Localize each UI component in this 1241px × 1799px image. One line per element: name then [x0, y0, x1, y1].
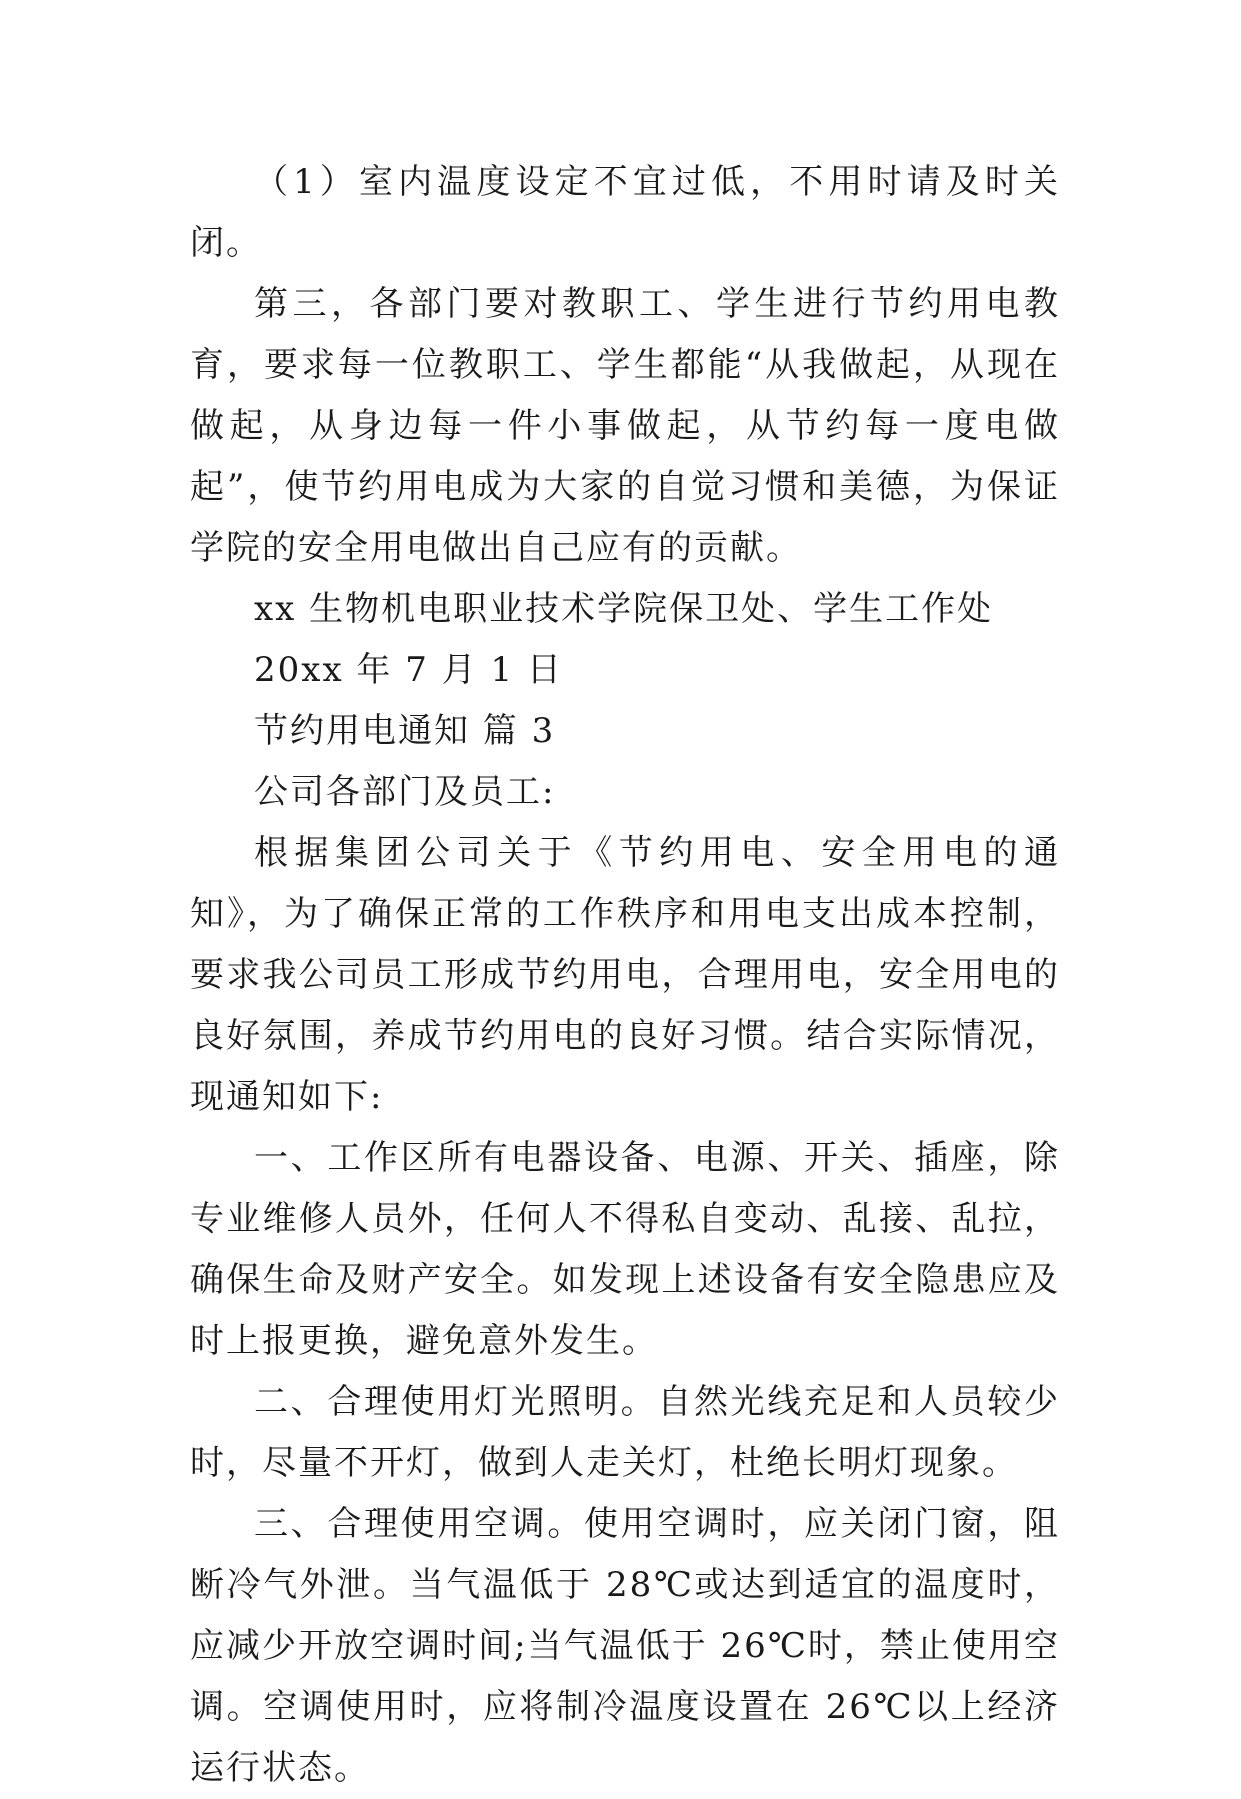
paragraph-indoor-temperature: （1）室内温度设定不宜过低，不用时请及时关闭。 [190, 162, 1060, 263]
paragraph-air-conditioning: 三、合理使用空调。使用空调时，应关闭门窗，阻断冷气外泄。当气温低于 28℃或达到适宜的温度时，应减少开放空调时间;当气温低于 26℃时，禁止使用空调。空调使用时，应将制冷温度设置在 26℃以上经济运行状态。 [190, 1504, 1060, 1788]
paragraph-notice-intro: 根据集团公司关于《节约用电、安全用电的通知》，为了确保正常的工作秩序和用电支出成本控制，要求我公司员工形成节约用电，合理用电，安全用电的良好氛围，养成节约用电的良好习惯。结合实际情况，现通知如下: [190, 833, 1060, 1117]
salutation: 公司各部门及员工: [254, 772, 556, 812]
paragraph-energy-education: 第三，各部门要对教职工、学生进行节约用电教育，要求每一位教职工、学生都能“从我做起，从现在做起，从身边每一件小事做起，从节约每一度电做起”，使节约用电成为大家的自觉习惯和美德，为保证学院的安全用电做出自己应有的贡献。 [190, 284, 1060, 568]
paragraph-lighting: 二、合理使用灯光照明。自然光线充足和人员较少时，尽量不开灯，做到人走关灯，杜绝长明灯现象。 [190, 1382, 1060, 1483]
signature-date: 20xx 年 7 月 1 日 [254, 650, 563, 690]
signature-organization: xx 生物机电职业技术学院保卫处、学生工作处 [254, 589, 994, 629]
section-title: 节约用电通知 篇 3 [254, 711, 556, 751]
paragraph-electrical-equipment: 一、工作区所有电器设备、电源、开关、插座，除专业维修人员外，任何人不得私自变动、乱接、乱拉，确保生命及财产安全。如发现上述设备有安全隐患应及时上报更换，避免意外发生。 [190, 1138, 1060, 1361]
document-body [190, 152, 1060, 1799]
